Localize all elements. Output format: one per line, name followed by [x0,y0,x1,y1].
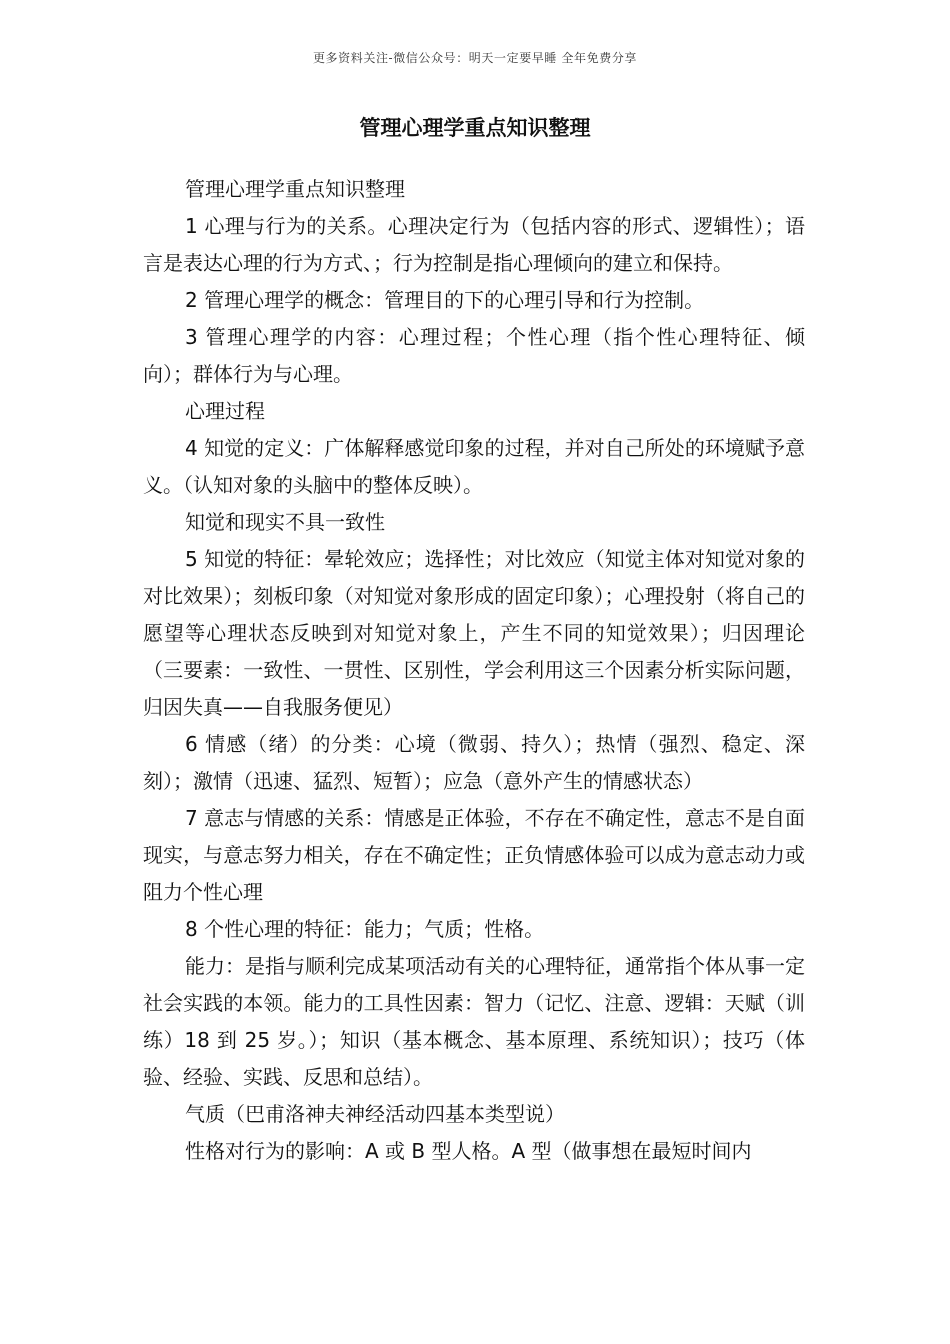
paragraph-item-6: 6 情感（绪）的分类：心境（微弱、持久）；热情（强烈、稳定、深刻）；激情（迅速、猛烈、短暂）；应急（意外产生的情感状态） [143,732,805,793]
paragraph-ability: 能力：是指与顺利完成某项活动有关的心理特征，通常指个体从事一定社会实践的本领。能力的工具性因素：智力（记忆、注意、逻辑：天赋（训练）18 到 25 岁。）；知识（基本概念、基本原理、系统知识）；技巧（体验、经验、实践、反思和总结）。 [143,954,805,1089]
paragraph-item-4: 4 知觉的定义：广体解释感觉印象的过程，并对自己所处的环境赋予意义。（认知对象的头脑中的整体反映）。 [143,436,805,497]
paragraph-item-8: 8 个性心理的特征：能力；气质；性格。 [185,917,545,941]
paragraph-character: 性格对行为的影响：A 或 B 型人格。A 型（做事想在最短时间内 [185,1139,752,1163]
paragraph-temperament: 气质（巴甫洛神夫神经活动四基本类型说） [185,1102,565,1126]
paragraph-item-5: 5 知觉的特征：晕轮效应；选择性；对比效应（知觉主体对知觉对象的对比效果）；刻板印象（对知觉对象形成的固定印象）；心理投射（将自己的愿望等心理状态反映到对知觉对象上，产生不同的知觉效果）；归因理论（三要素：一致性、一贯性、区别性，学会利用这三个因素分析实际问题，归因失真——自我服务便见） [143,547,805,719]
paragraph-section-heading: 管理心理学重点知识整理 [185,177,405,201]
paragraph-subheading-mental-process: 心理过程 [185,399,265,423]
paragraph-item-1: 1 心理与行为的关系。心理决定行为（包括内容的形式、逻辑性）；语言是表达心理的行为方式、；行为控制是指心理倾向的建立和保持。 [143,214,805,275]
paragraph-subheading-perception: 知觉和现实不具一致性 [185,510,385,534]
paragraph-item-2: 2 管理心理学的概念：管理目的下的心理引导和行为控制。 [185,288,705,312]
document-body [143,171,805,1170]
paragraph-item-7: 7 意志与情感的关系：情感是正体验，不存在不确定性，意志不是自面现实，与意志努力相关，存在不确定性；正负情感体验可以成为意志动力或阻力个性心理 [143,806,805,904]
header-note: 更多资料关注-微信公众号：明天一定要早睡 全年免费分享 [312,51,638,65]
paragraph-item-3: 3 管理心理学的内容：心理过程；个性心理（指个性心理特征、倾向）；群体行为与心理。 [143,325,805,386]
page-title: 管理心理学重点知识整理 [359,116,591,140]
